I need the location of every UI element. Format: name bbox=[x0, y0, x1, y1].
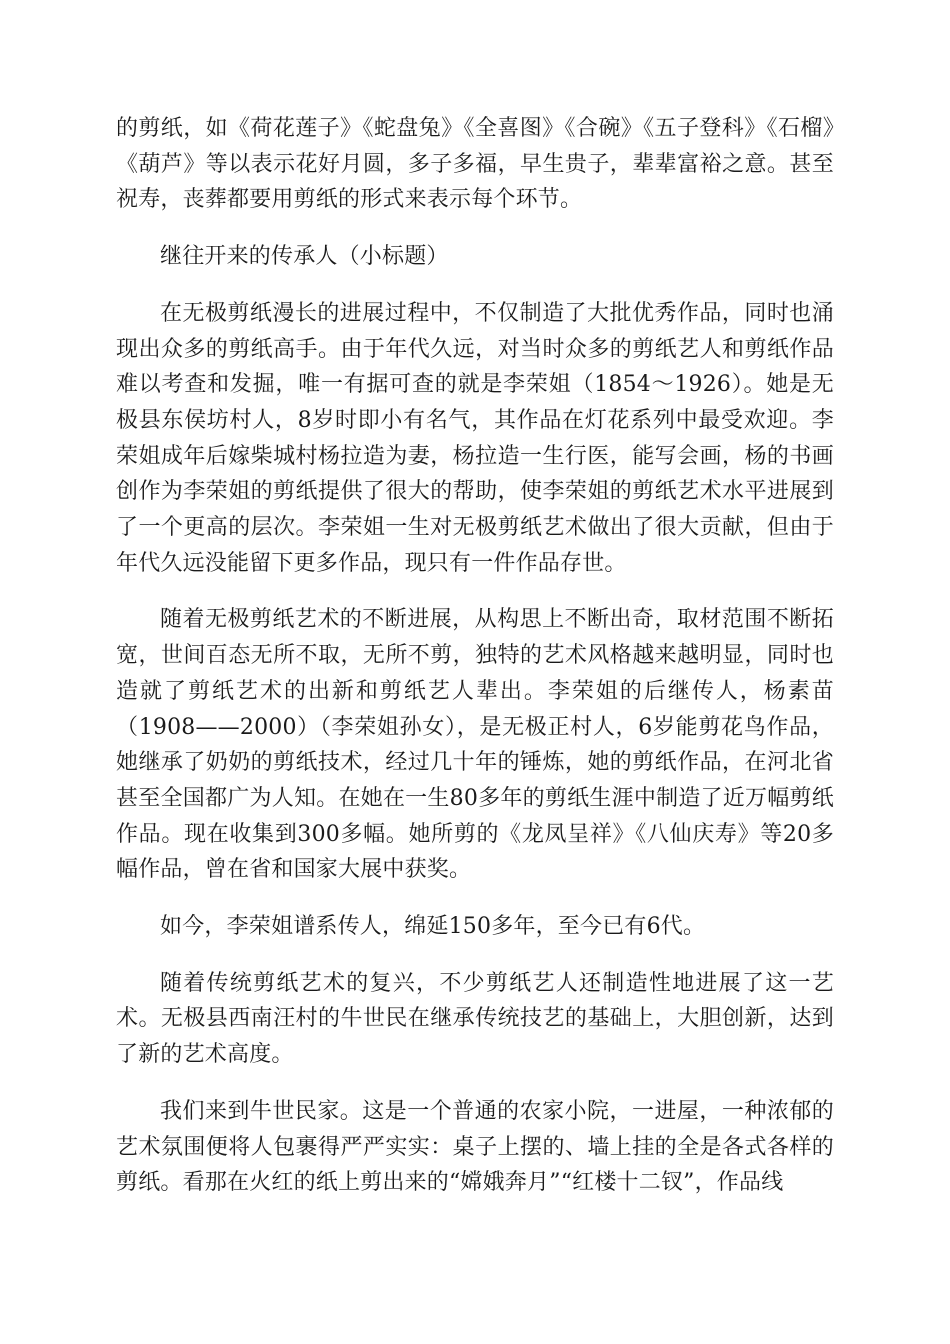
paragraph-continuation: 的剪纸，如《荷花莲子》《蛇盘兔》《全喜图》《合碗》《五子登科》《石榴》《葫芦》等以表示花好月圆，多子多福，早生贵子，辈辈富裕之意。甚至祝寿，丧葬都要用剪纸的形式来表示每个环节。 bbox=[116, 116, 834, 213]
paragraph-yang-sumiao: 随着无极剪纸艺术的不断进展，从构思上不断出奇，取材范围不断拓宽，世间百态无所不取，无所不剪，独特的艺术风格越来越明显，同时也造就了剪纸艺术的出新和剪纸艺人辈出。李荣姐的后继传人，杨素苗（1908——2000）（李荣姐孙女），是无极正村人，6岁能剪花鸟作品，她继承了奶奶的剪纸技术，经过几十年的锤炼，她的剪纸作品，在河北省甚至全国都广为人知。在她在一生80多年的剪纸生涯中制造了近万幅剪纸作品。现在收集到300多幅。她所剪的《龙凤呈祥》《八仙庆寿》等20多幅作品，曾在省和国家大展中获奖。 bbox=[116, 607, 834, 883]
body-text bbox=[116, 111, 834, 1222]
paragraph-revival: 随着传统剪纸艺术的复兴，不少剪纸艺人还制造性地进展了这一艺术。无极县西南汪村的牛世民在继承传统技艺的基础上，大胆创新，达到了新的艺术高度。 bbox=[116, 970, 834, 1068]
paragraph-niu-shimin-home: 我们来到牛世民家。这是一个普通的农家小院，一进屋，一种浓郁的艺术氛围便将人包裹得严严实实：桌子上摆的、墙上挂的全是各式各样的剪纸。看那在火红的纸上剪出来的“嫦娥奔月”“红楼十二钗”，作品线 bbox=[116, 1098, 834, 1196]
paragraph-li-rongjie: 在无极剪纸漫长的进展过程中，不仅制造了大批优秀作品，同时也涌现出众多的剪纸高手。由于年代久远，对当时众多的剪纸艺人和剪纸作品难以考查和发掘，唯一有据可查的就是李荣姐（1854～1926）。她是无极县东侯坊村人，8岁时即小有名气，其作品在灯花系列中最受欢迎。李荣姐成年后嫁柴城村杨拉造为妻，杨拉造一生行医，能写会画，杨的书画创作为李荣姐的剪纸提供了很大的帮助，使李荣姐的剪纸艺术水平进展到了一个更高的层次。李荣姐一生对无极剪纸艺术做出了很大贡献，但由于年代久远没能留下更多作品，现只有一件作品存世。 bbox=[116, 300, 834, 576]
section-subheading: 继往开来的传承人（小标题） bbox=[160, 244, 449, 270]
paragraph-lineage: 如今，李荣姐谱系传人，绵延150多年，至今已有6代。 bbox=[160, 914, 706, 940]
